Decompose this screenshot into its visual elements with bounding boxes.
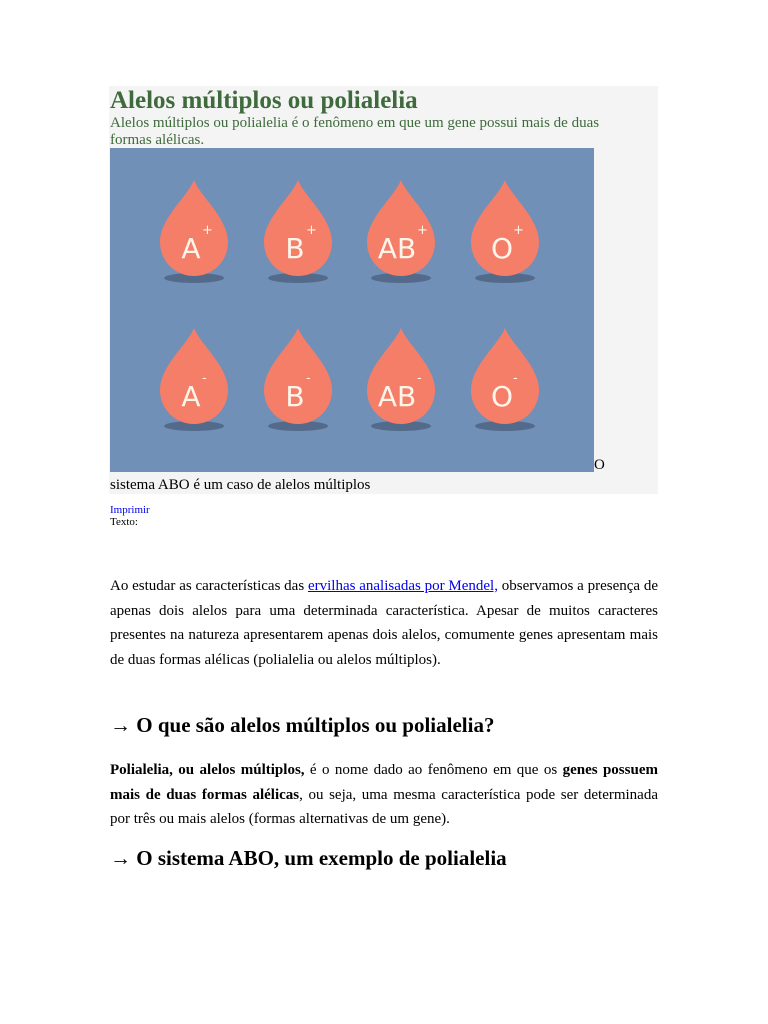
blood-drop (160, 328, 228, 431)
rh-sign: + (202, 223, 213, 238)
blood-type-letters: A (181, 232, 201, 265)
rh-sign: - (513, 371, 518, 386)
rh-sign: - (306, 371, 311, 386)
texto-label: Texto: (110, 516, 138, 528)
blood-type-letters: AB (377, 380, 417, 413)
blood-drop (471, 180, 539, 283)
rh-sign: + (417, 223, 428, 238)
section-heading-abo: → O sistema ABO, um exemplo de polialelia (110, 846, 507, 870)
blood-type-letters: B (285, 232, 305, 265)
figure-caption: sistema ABO é um caso de alelos múltiplos (110, 477, 371, 493)
intro-text-before: Ao estudar as características das (110, 578, 308, 594)
blood-drops-illustration (110, 148, 594, 472)
article-title: Alelos múltiplos ou polialelia (110, 87, 418, 114)
intro-paragraph (110, 574, 658, 672)
section-heading-polialelia: → O que são alelos múltiplos ou polialelia? (110, 713, 495, 737)
rh-sign: + (306, 223, 317, 238)
definition-text-1: é o nome dado ao fenômeno em que os (304, 762, 563, 778)
definition-bold-genes: genes possuem mais de duas formas alélicas (110, 762, 658, 803)
blood-drop (264, 180, 332, 283)
blood-drop (471, 328, 539, 431)
print-link[interactable]: Imprimir (110, 504, 150, 516)
definition-bold-term: Polialelia, ou alelos múltiplos, (110, 762, 305, 778)
blood-types-figure (110, 148, 594, 472)
rh-sign: + (513, 223, 524, 238)
definition-text-2: , ou seja, uma mesma característica pode ser determinada por três ou mais alelos (formas alternativas de um gene). (110, 786, 658, 827)
blood-type-letters: B (285, 380, 305, 413)
blood-drop (367, 328, 435, 431)
blood-type-letters: O (490, 232, 514, 265)
blood-drop (264, 328, 332, 431)
intro-text-after: observamos a presença de apenas dois alelos para uma determinada característica. Apesar de muitos caracteres presentes na natureza apresentarem apenas dois alelos, comumente genes apresentam mais de duas formas alélicas (polialelia ou alelos múltiplos). (110, 578, 658, 668)
blood-type-letters: O (490, 380, 514, 413)
definition-paragraph (110, 758, 658, 832)
mendel-peas-link[interactable]: ervilhas analisadas por Mendel, (307, 578, 498, 594)
blood-type-letters: AB (377, 232, 417, 265)
rh-sign: - (202, 371, 207, 386)
article-subtitle: Alelos múltiplos ou polialelia é o fenômeno em que um gene possui mais de duas formas alélicas. (110, 115, 600, 148)
blood-drop (367, 180, 435, 283)
blood-type-letters: A (181, 380, 201, 413)
blood-drop (160, 180, 228, 283)
figure-caption-start: O (594, 457, 605, 473)
rh-sign: - (417, 371, 422, 386)
